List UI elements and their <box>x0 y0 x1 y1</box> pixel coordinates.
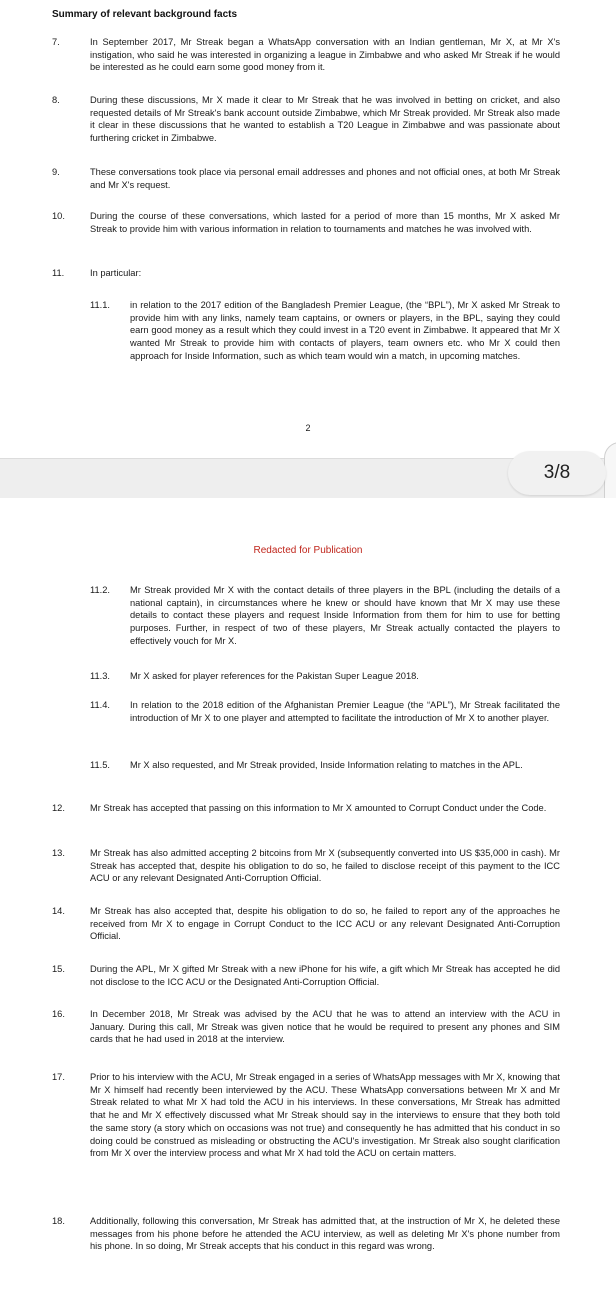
paragraph-text: Mr Streak has also admitted accepting 2 bitcoins from Mr X (subsequently converted into US $35,000 in cash). Mr Streak has accepted that, despite his obligation to do so, he failed to disclose receipt of this payment to the ICC ACU or any relevant Designated Anti-Corruption Official. <box>90 848 560 884</box>
paragraph-text: These conversations took place via personal email addresses and phones and not official ones, at both Mr Streak and Mr X's request. <box>90 167 560 190</box>
subparagraph-number: 11.1. <box>90 300 110 310</box>
paragraph-7 <box>38 36 560 74</box>
subparagraph-text: In relation to the 2018 edition of the Afghanistan Premier League (the “APL”), Mr Streak facilitated the introduction of Mr X to one player and attempted to facilitate the introduction of Mr X to another player. <box>130 700 560 723</box>
paragraph-14 <box>38 905 560 943</box>
subparagraph-11-2 <box>90 584 560 648</box>
paragraph-17 <box>38 1071 560 1160</box>
subparagraph-number: 11.3. <box>90 671 110 681</box>
paragraph-number: 16. <box>52 1009 65 1019</box>
paragraph-text: Mr Streak has accepted that passing on this information to Mr X amounted to Corrupt Conduct under the Code. <box>90 803 547 813</box>
paragraph-number: 13. <box>52 848 65 858</box>
paragraph-number: 14. <box>52 906 65 916</box>
paragraph-text: During the course of these conversations, which lasted for a period of more than 15 months, Mr X asked Mr Streak to provide him with various information in relation to tournaments and matches he was involved with. <box>90 211 560 234</box>
paragraph-text: Additionally, following this conversation, Mr Streak has admitted that, at the instruction of Mr X, he deleted these messages from his phone before he attended the ACU interview, as well as deleting Mr X's phone number from his phone. In so doing, Mr Streak accepts that his conduct in this regard was wrong. <box>90 1216 560 1252</box>
subparagraph-text: Mr X asked for player references for the Pakistan Super League 2018. <box>130 671 419 681</box>
paragraph-text: In September 2017, Mr Streak began a WhatsApp conversation with an Indian gentleman, Mr X, at Mr X's instigation, who said he was interested in organizing a league in Zimbabwe and who asked Mr Streak if he would be interested as he could earn some good money from it. <box>90 37 560 73</box>
paragraph-number: 15. <box>52 964 65 974</box>
paragraph-16 <box>38 1008 560 1046</box>
subparagraph-number: 11.4. <box>90 700 110 710</box>
paragraph-number: 8. <box>52 95 60 105</box>
subparagraph-text: in relation to the 2017 edition of the Bangladesh Premier League, (the “BPL”), Mr X asked Mr Streak to provide him with any links, namely team captains, or owners or players, in the BPL, saying they could earn good money as a result which they could invest in a T20 event in Zimbabwe. It appeared that Mr X wanted Mr Streak to provide him with contacts of players, team owners etc. who Mr X could then approach for Inside Information, such as which team would win a match, in upcoming matches. <box>130 300 560 361</box>
subparagraph-11-5 <box>90 759 560 772</box>
subparagraph-number: 11.5. <box>90 760 110 770</box>
paragraph-number: 9. <box>52 167 60 177</box>
paragraph-10 <box>38 210 560 235</box>
paragraph-text: During these discussions, Mr X made it clear to Mr Streak that he was involved in betting on cricket, and also requested details of Mr Streak's bank account outside Zimbabwe, which Mr Streak provided. Mr Streak also made it clear in these discussions that he wanted to establish a T20 League in Zimbabwe and was passionate about furthering cricket in Zimbabwe. <box>90 95 560 144</box>
document-page-3 <box>0 498 616 1295</box>
section-heading: Summary of relevant background facts <box>52 9 238 20</box>
paragraph-number: 18. <box>52 1216 65 1226</box>
document-page-2 <box>0 0 616 458</box>
paragraph-number: 10. <box>52 211 65 221</box>
page-number: 2 <box>305 423 311 433</box>
subparagraph-11-1 <box>90 299 560 363</box>
subparagraph-text: Mr X also requested, and Mr Streak provided, Inside Information relating to matches in the APL. <box>130 760 523 770</box>
paragraph-18 <box>38 1215 560 1253</box>
paragraph-number: 17. <box>52 1072 65 1082</box>
subparagraph-number: 11.2. <box>90 585 110 595</box>
subparagraph-11-3 <box>90 670 560 683</box>
paragraph-number: 7. <box>52 37 60 47</box>
paragraph-9 <box>38 166 560 191</box>
paragraph-11 <box>38 267 560 280</box>
paragraph-text: In December 2018, Mr Streak was advised by the ACU that he was to attend an interview with the ACU in January. During this call, Mr Streak was given notice that he would be required to present any phones and SIM cards that he had used in 2018 at the interview. <box>90 1009 560 1045</box>
paragraph-8 <box>38 94 560 145</box>
paragraph-number: 12. <box>52 803 65 813</box>
paragraph-text: In particular: <box>90 268 142 278</box>
paragraph-text: Prior to his interview with the ACU, Mr Streak engaged in a series of WhatsApp messages with Mr X, knowing that Mr X himself had recently been interviewed by the ACU. These WhatsApp conversations between Mr X and Mr Streak related to what Mr X had told the ACU in his interviews. In these conversations, Mr Streak has admitted that he and Mr X effectively discussed what Mr Streak should say in the interviews to ensure that they both told the same story (a story which on occasions was not true) and consequently he has admitted that his conduct in so doing could be construed as misleading or obstructing the ACU's investigation. Mr Streak also sought clarification from Mr X over the interview process and what Mr X had told the ACU on certain matters. <box>90 1072 560 1159</box>
paragraph-12 <box>38 802 560 815</box>
paragraph-text: During the APL, Mr X gifted Mr Streak with a new iPhone for his wife, a gift which Mr Streak has accepted he did not disclose to the ICC ACU or the Designated Anti-Corruption Official. <box>90 964 560 987</box>
paragraph-13 <box>38 847 560 885</box>
paragraph-number: 11. <box>52 268 65 278</box>
paragraph-text: Mr Streak has also accepted that, despite his obligation to do so, he failed to report any of the approaches he received from Mr X to engage in Corrupt Conduct to the ICC ACU or any relevant Designated Anti-Corruption Official. <box>90 906 560 942</box>
page-counter-badge: 3/8 <box>508 451 606 495</box>
subparagraph-text: Mr Streak provided Mr X with the contact details of three players in the BPL (including the details of a national captain), in circumstances where he knew or should have known that Mr X may use these details to contact these players and request Inside Information from them for him to use for betting purposes. Further, in respect of two of these players, Mr Streak actually contacted the players to effectively vouch for Mr X. <box>130 585 560 646</box>
redacted-label: Redacted for Publication <box>253 545 363 556</box>
paragraph-15 <box>38 963 560 988</box>
subparagraph-11-4 <box>90 699 560 724</box>
